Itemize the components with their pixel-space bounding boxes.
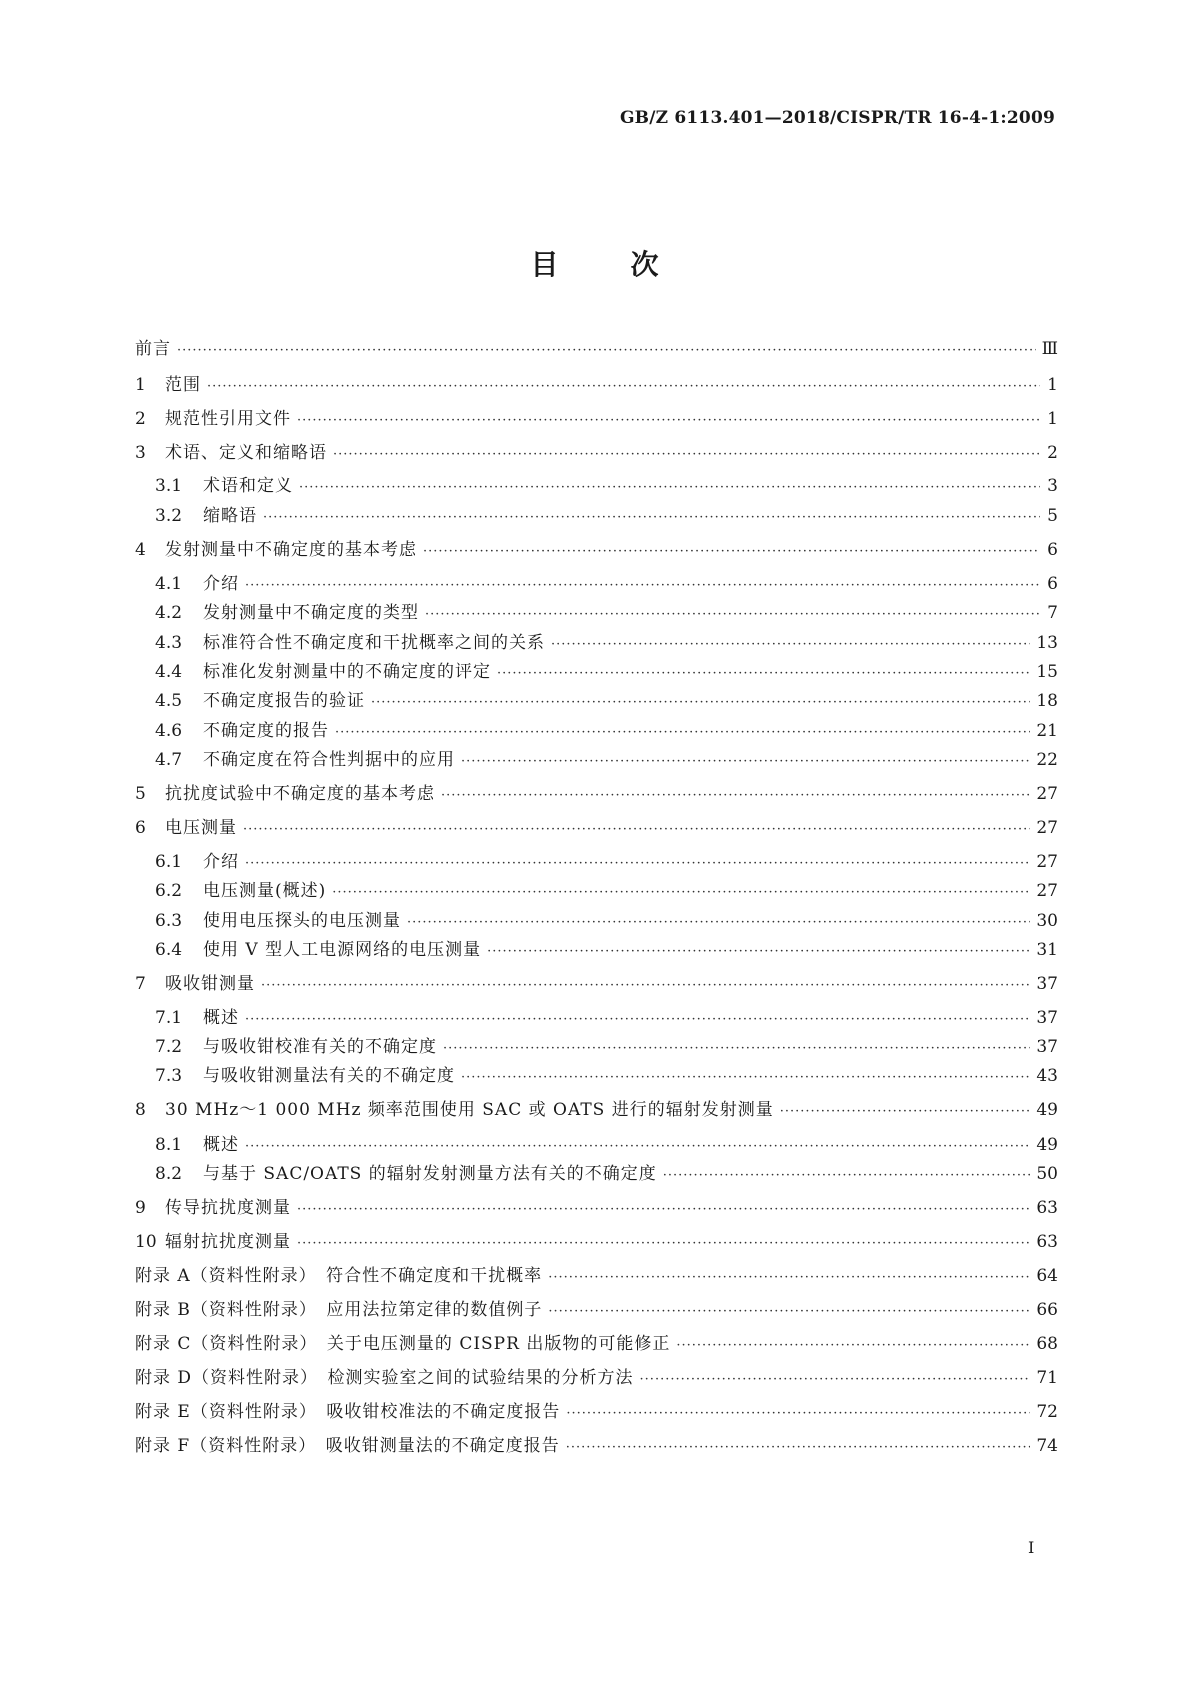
toc-entry[interactable] — [135, 749, 1058, 771]
dot-leader — [245, 1136, 1030, 1158]
toc-entry-number: 4.5 — [155, 691, 183, 711]
toc-entry-label: 介绍 — [203, 852, 239, 872]
toc-entry-page: 72 — [1036, 1402, 1058, 1422]
dot-leader — [443, 1038, 1030, 1060]
toc-entry-page: 31 — [1036, 940, 1058, 960]
dot-leader — [640, 1369, 1031, 1391]
toc-entry-page: 21 — [1036, 721, 1058, 741]
toc-entry[interactable] — [135, 374, 1058, 396]
toc-entry[interactable] — [135, 1065, 1058, 1087]
dot-leader — [780, 1101, 1031, 1123]
toc-entry-label: 术语、定义和缩略语 — [165, 443, 327, 463]
toc-entry-number: 2 — [135, 409, 146, 429]
toc-entry-page: 49 — [1036, 1100, 1058, 1120]
dot-leader — [441, 785, 1030, 807]
toc-entry[interactable] — [135, 910, 1058, 932]
toc-entry-page: 27 — [1036, 784, 1058, 804]
toc-entry-number: 3.2 — [155, 506, 183, 526]
toc-entry-page: 13 — [1036, 633, 1058, 653]
title-char-2: 次 — [630, 248, 661, 281]
dot-leader — [663, 1165, 1031, 1187]
toc-entry-number: 4.2 — [155, 603, 183, 623]
toc-entry-label: 介绍 — [203, 574, 239, 594]
toc-entry-page: 66 — [1036, 1300, 1058, 1320]
toc-entry-label: 不确定度报告的验证 — [203, 691, 365, 711]
toc-entry-label: 前言 — [135, 339, 171, 359]
toc-entry-number: 4.4 — [155, 662, 183, 682]
toc-entry-number: 8.1 — [155, 1135, 183, 1155]
toc-entry[interactable] — [135, 442, 1058, 464]
toc-entry-page: 15 — [1036, 662, 1058, 682]
dot-leader — [297, 1199, 1030, 1221]
toc-entry-label: 标准符合性不确定度和干扰概率之间的关系 — [203, 633, 545, 653]
dot-leader — [333, 444, 1040, 466]
dot-leader — [548, 1267, 1030, 1289]
toc-entry-label: 概述 — [203, 1008, 239, 1028]
toc-entry-page: 1 — [1047, 375, 1058, 395]
dot-leader — [487, 941, 1030, 963]
dot-leader — [548, 1301, 1030, 1323]
toc-entry-label: 标准化发射测量中的不确定度的评定 — [203, 662, 491, 682]
toc-entry-number: 4.1 — [155, 574, 183, 594]
toc-entry-label: 发射测量中不确定度的基本考虑 — [165, 540, 417, 560]
toc-entry[interactable] — [135, 1036, 1058, 1058]
standard-number: GB/Z 6113.401—2018/CISPR/TR 16-4-1:2009 — [619, 108, 1055, 128]
dot-leader — [551, 634, 1030, 656]
toc-entry-label: 不确定度在符合性判据中的应用 — [203, 750, 455, 770]
toc-entry-page: 27 — [1036, 881, 1058, 901]
toc-entry-page: 27 — [1036, 852, 1058, 872]
toc-entry-number: 6 — [135, 818, 146, 838]
toc-entry[interactable] — [135, 880, 1058, 902]
dot-leader — [299, 477, 1040, 499]
toc-entry-label: 附录 B（资料性附录） 应用法拉第定律的数值例子 — [135, 1300, 543, 1320]
dot-leader — [423, 541, 1040, 563]
dot-leader — [245, 853, 1030, 875]
toc-entry-number: 10 — [135, 1232, 157, 1252]
toc-entry-label: 术语和定义 — [203, 476, 293, 496]
toc-entry-number: 4.3 — [155, 633, 183, 653]
toc-entry-label: 辐射抗扰度测量 — [165, 1232, 291, 1252]
toc-entry[interactable] — [135, 1333, 1058, 1355]
toc-entry[interactable] — [135, 1231, 1058, 1253]
dot-leader — [261, 975, 1030, 997]
toc-entry-label: 吸收钳测量 — [165, 974, 255, 994]
toc-entry-number: 3.1 — [155, 476, 183, 496]
toc-entry-number: 5 — [135, 784, 146, 804]
toc-entry[interactable] — [135, 1299, 1058, 1321]
toc-entry-label: 与吸收钳测量法有关的不确定度 — [203, 1066, 455, 1086]
toc-entry[interactable] — [135, 783, 1058, 805]
toc-entry-number: 3 — [135, 443, 146, 463]
dot-leader — [566, 1437, 1031, 1459]
toc-entry[interactable] — [135, 1007, 1058, 1029]
toc-entry-label: 缩略语 — [203, 506, 257, 526]
toc-entry-label: 与基于 SAC/OATS 的辐射发射测量方法有关的不确定度 — [203, 1164, 657, 1184]
toc-entry-page: 68 — [1036, 1334, 1058, 1354]
toc-entry[interactable] — [135, 851, 1058, 873]
toc-entry[interactable] — [135, 1197, 1058, 1219]
toc-entry[interactable] — [135, 1099, 1058, 1121]
toc-entry-page: 37 — [1036, 1037, 1058, 1057]
toc-entry-number: 7.1 — [155, 1008, 183, 1028]
toc-entry-number: 4.7 — [155, 750, 183, 770]
toc-entry[interactable] — [135, 602, 1058, 624]
dot-leader — [263, 507, 1040, 529]
toc-entry-page: 43 — [1036, 1066, 1058, 1086]
toc-entry-page: 6 — [1047, 574, 1058, 594]
toc-entry-page: 63 — [1036, 1198, 1058, 1218]
toc-entry[interactable] — [135, 939, 1058, 961]
toc-entry-label: 规范性引用文件 — [165, 409, 291, 429]
toc-entry-number: 8 — [135, 1100, 146, 1120]
toc-entry[interactable] — [135, 973, 1058, 995]
toc-entry-number: 9 — [135, 1198, 146, 1218]
title-char-1: 目 — [530, 248, 561, 281]
toc-entry-page: 30 — [1036, 911, 1058, 931]
dot-leader — [207, 376, 1040, 398]
toc-entry-page: 5 — [1047, 506, 1058, 526]
dot-leader — [461, 1067, 1030, 1089]
toc-entry-page: 3 — [1047, 476, 1058, 496]
toc-entry-number: 1 — [135, 375, 146, 395]
toc-entry-number: 8.2 — [155, 1164, 183, 1184]
toc-entry[interactable] — [135, 573, 1058, 595]
dot-leader — [245, 575, 1040, 597]
toc-entry-number: 4 — [135, 540, 146, 560]
toc-entry[interactable] — [135, 539, 1058, 561]
toc-entry[interactable] — [135, 1163, 1058, 1185]
toc-entry-number: 4.6 — [155, 721, 183, 741]
toc-entry-label: 30 MHz～1 000 MHz 频率范围使用 SAC 或 OATS 进行的辐射发射测量 — [165, 1100, 774, 1120]
toc-entry[interactable] — [135, 817, 1058, 839]
dot-leader — [177, 340, 1036, 362]
toc-entry-number: 6.4 — [155, 940, 183, 960]
toc-entry-label: 电压测量(概述) — [203, 881, 327, 901]
toc-entry-number: 6.2 — [155, 881, 183, 901]
toc-entry-label: 范围 — [165, 375, 201, 395]
toc-entry-label: 不确定度的报告 — [203, 721, 329, 741]
toc-entry-page: 27 — [1036, 818, 1058, 838]
toc-entry-label: 电压测量 — [165, 818, 237, 838]
toc-entry-label: 附录 F（资料性附录） 吸收钳测量法的不确定度报告 — [135, 1436, 560, 1456]
toc-entry[interactable] — [135, 1435, 1058, 1457]
toc-entry-page: 74 — [1036, 1436, 1058, 1456]
toc-entry-label: 传导抗扰度测量 — [165, 1198, 291, 1218]
toc-entry[interactable] — [135, 1265, 1058, 1287]
toc-entry-page: 50 — [1036, 1164, 1058, 1184]
toc-entry[interactable] — [135, 338, 1058, 360]
toc-entry-number: 7.2 — [155, 1037, 183, 1057]
toc-entry-page: 18 — [1036, 691, 1058, 711]
toc-entry-number: 7 — [135, 974, 146, 994]
toc-entry[interactable] — [135, 690, 1058, 712]
page-folio: I — [1028, 1538, 1035, 1557]
toc-entry-page: 64 — [1036, 1266, 1058, 1286]
toc-entry[interactable] — [135, 720, 1058, 742]
dot-leader — [243, 819, 1030, 841]
dot-leader — [425, 604, 1040, 626]
toc-entry-label: 附录 A（资料性附录） 符合性不确定度和干扰概率 — [135, 1266, 543, 1286]
toc-entry-number: 6.3 — [155, 911, 183, 931]
toc-entry-label: 使用电压探头的电压测量 — [203, 911, 401, 931]
toc-entry-page: Ⅲ — [1041, 339, 1058, 359]
toc-entry-page: 22 — [1036, 750, 1058, 770]
toc-entry[interactable] — [135, 1367, 1058, 1389]
toc-entry-label: 附录 C（资料性附录） 关于电压测量的 CISPR 出版物的可能修正 — [135, 1334, 671, 1354]
dot-leader — [461, 751, 1030, 773]
toc-entry-page: 63 — [1036, 1232, 1058, 1252]
toc-entry[interactable] — [135, 475, 1058, 497]
dot-leader — [297, 1233, 1030, 1255]
dot-leader — [332, 882, 1030, 904]
toc-entry-label: 与吸收钳校准有关的不确定度 — [203, 1037, 437, 1057]
dot-leader — [497, 663, 1030, 685]
toc-entry-page: 37 — [1036, 974, 1058, 994]
toc-entry-label: 使用 V 型人工电源网络的电压测量 — [203, 940, 482, 960]
dot-leader — [335, 722, 1030, 744]
toc-entry-label: 概述 — [203, 1135, 239, 1155]
toc-entry-page: 71 — [1036, 1368, 1058, 1388]
toc-entry-label: 附录 D（资料性附录） 检测实验室之间的试验结果的分析方法 — [135, 1368, 634, 1388]
toc-entry[interactable] — [135, 505, 1058, 527]
toc-entry[interactable] — [135, 1401, 1058, 1423]
toc-entry-label: 抗扰度试验中不确定度的基本考虑 — [165, 784, 435, 804]
toc-entry-page: 7 — [1047, 603, 1058, 623]
dot-leader — [371, 692, 1030, 714]
toc-entry[interactable] — [135, 1134, 1058, 1156]
toc-entry[interactable] — [135, 632, 1058, 654]
dot-leader — [297, 410, 1040, 432]
toc-entry-label: 发射测量中不确定度的类型 — [203, 603, 419, 623]
toc-entry-page: 37 — [1036, 1008, 1058, 1028]
dot-leader — [245, 1009, 1030, 1031]
toc-entry-page: 2 — [1047, 443, 1058, 463]
toc-entry[interactable] — [135, 661, 1058, 683]
toc-entry-label: 附录 E（资料性附录） 吸收钳校准法的不确定度报告 — [135, 1402, 561, 1422]
page-title — [0, 243, 1191, 283]
toc-entry[interactable] — [135, 408, 1058, 430]
toc-entry-page: 49 — [1036, 1135, 1058, 1155]
toc-entry-number: 6.1 — [155, 852, 183, 872]
toc-entry-page: 1 — [1047, 409, 1058, 429]
dot-leader — [676, 1335, 1030, 1357]
dot-leader — [407, 912, 1030, 934]
toc-entry-number: 7.3 — [155, 1066, 183, 1086]
dot-leader — [566, 1403, 1030, 1425]
toc-entry-page: 6 — [1047, 540, 1058, 560]
